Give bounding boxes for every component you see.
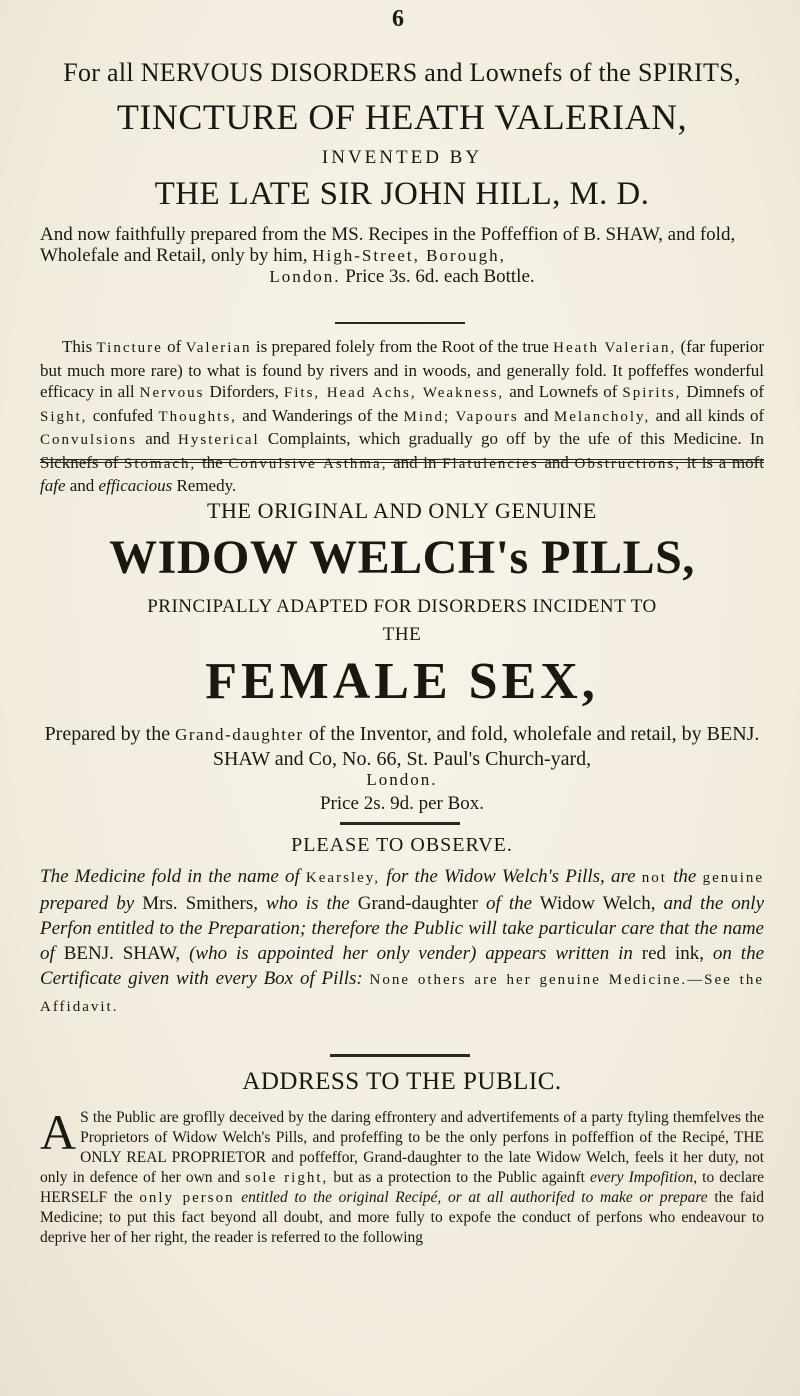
t-s24: and	[145, 429, 170, 448]
t-s35: fafe	[40, 476, 66, 495]
t-s34: it is a moft	[686, 452, 765, 472]
pills-london: London.	[366, 770, 438, 789]
t-s23: Convulsions	[40, 432, 138, 448]
t-s19: Vapours	[455, 408, 519, 425]
t-s8: Nervous	[139, 385, 205, 401]
t-s33: Obstructions,	[574, 455, 681, 472]
o-p1: The Medicine fold in the name of	[40, 866, 300, 887]
address-body	[40, 1104, 765, 1248]
page-number: 6	[392, 6, 404, 32]
divider	[340, 822, 460, 825]
t-s31: Flatulencies	[442, 455, 539, 472]
pills-intro: THE ORIGINAL AND ONLY GENUINE	[207, 498, 597, 523]
pills-price: Price 2s. 9d. per Box.	[319, 793, 485, 814]
t-s4: Valerian	[185, 340, 252, 356]
o-p14: BENJ. SHAW,	[63, 943, 181, 964]
a-a1: S the Public are groflly deceived by the daring effrontery and advertifements of a party ftyling themfelves the Proprietors of Widow Welch's Pills, and profeffing to be the only perfons in poffeffion of the Recipé, THE ONLY REAL PROPRIETOR and poffeffor, Grand-daughter to the late Widow Welch, feels it her duty, not only in defence of her own and	[40, 1109, 764, 1186]
pills-preparation-notice	[40, 722, 764, 771]
prep-london: London.	[269, 267, 341, 286]
t-s3: of	[167, 337, 182, 356]
pills-title: WIDOW WELCH's PILLS,	[109, 531, 695, 584]
tincture-headline: For all NERVOUS DISORDERS and Lownefs of the SPIRITS,	[63, 58, 741, 87]
t-s2: Tincture	[96, 340, 163, 356]
o-p9: who is the	[266, 893, 350, 914]
t-s13: Dimnefs of	[686, 382, 765, 401]
o-p4: not	[641, 870, 667, 886]
o-p17: on the Certificate given with every Box of Pills:	[40, 943, 765, 989]
prep-text-1: And now faithfully prepared from the MS. Recipes in the Poffeffion of B. SHAW, and fold, Wholefale and Retail, only by him,	[40, 224, 736, 266]
t-s1: This	[62, 337, 93, 356]
o-p5: the	[673, 866, 697, 887]
a-a8: the faid Medicine; to put this fact beyond all doubt, and more fully to expofe the conduct of perfons who endeavour to deprive her of her right, the reader is referred to the following	[40, 1189, 765, 1246]
prep-street: High-Street, Borough,	[312, 246, 506, 265]
inventor-name: THE LATE SIR JOHN HILL, M. D.	[154, 176, 650, 212]
tincture-preparation-notice	[40, 224, 764, 287]
t-s32: and	[544, 452, 569, 472]
t-s20: and	[524, 405, 549, 425]
t-s7: (far fuperior but much more rare) to what is found by rivers and in woods, and generally fold. It poffeffes wonderful efficacy in all	[40, 337, 765, 401]
t-s12: Spirits,	[622, 385, 682, 401]
o-p13: and the only Perfon entitled to the Preparation; therefore the Public will take particular care that the name of	[40, 893, 765, 964]
t-s27: Stomach,	[124, 455, 197, 472]
t-s18: Mind;	[403, 408, 451, 425]
section-divider-2	[40, 462, 764, 463]
o-p8: Mrs. Smithers,	[142, 893, 258, 914]
divider	[335, 322, 465, 324]
o-p10: Grand-daughter	[357, 893, 478, 914]
pills-prep-b: Grand-daughter	[175, 725, 304, 744]
o-p16: red ink,	[641, 943, 704, 964]
a-a2: sole right,	[245, 1170, 329, 1186]
pills-prep-a: Prepared by the	[44, 723, 171, 745]
t-s36: and	[69, 476, 95, 495]
t-s5: is prepared folely from the Root of the true	[255, 337, 549, 356]
t-s30: and in	[393, 452, 437, 472]
t-s14: Sight,	[40, 408, 88, 425]
t-s22: and all kinds of	[655, 405, 765, 425]
divider	[330, 1054, 470, 1057]
a-a6: only person	[139, 1190, 235, 1206]
o-p18: None others are her genuine Medicine.—See the Affidavit.	[40, 972, 764, 1015]
t-s28: the	[201, 452, 223, 472]
t-s37: efficacious	[98, 476, 173, 495]
tincture-description	[40, 336, 764, 497]
observe-body	[40, 864, 764, 1020]
t-s21: Melancholy,	[553, 408, 651, 425]
pills-prep-c: of the Inventor, and fold, wholefale and retail, by BENJ. SHAW and Co, No. 66, St. Paul's Church-yard,	[212, 723, 760, 770]
section-divider	[40, 459, 764, 460]
a-a3: but as a protection to the Public againft	[333, 1169, 585, 1186]
a-a4: every Impofition,	[590, 1169, 698, 1186]
t-s29: Convulsive Asthma,	[228, 455, 388, 472]
tincture-title: TINCTURE OF HEATH VALERIAN,	[116, 97, 688, 137]
o-p3: for the Widow Welch's Pills, are	[386, 866, 636, 887]
t-s9: Diforders,	[209, 382, 279, 401]
t-s10: Fits, Head Achs, Weakness,	[283, 385, 505, 401]
o-p11: of the	[486, 893, 533, 914]
o-p2: Kearsley,	[305, 870, 381, 886]
pills-adapted: PRINCIPALLY ADAPTED FOR DISORDERS INCIDENT TO	[147, 596, 657, 617]
t-s6: Heath Valerian,	[553, 340, 677, 356]
t-s11: and Lownefs of	[509, 382, 618, 401]
o-p7: prepared by	[40, 893, 135, 914]
a-a5: to declare HERSELF the	[40, 1169, 765, 1206]
t-s16: Thoughts,	[158, 408, 237, 425]
t-s26: Complaints, which gradually go off by the ufe of this Medicine. In Sicknefs of	[40, 429, 765, 472]
observe-heading: PLEASE TO OBSERVE.	[291, 834, 513, 856]
o-p6: genuine	[702, 870, 765, 886]
t-s15: confufed	[92, 405, 154, 425]
prep-london-line	[40, 266, 764, 287]
address-heading: ADDRESS TO THE PUBLIC.	[242, 1068, 562, 1095]
pills-the: THE	[382, 624, 422, 645]
prep-price: Price 3s. 6d. each Bottle.	[345, 266, 535, 287]
t-s38: Remedy.	[176, 476, 237, 495]
invented-by-line: INVENTED BY	[321, 147, 483, 168]
t-s25: Hysterical	[178, 432, 260, 448]
o-p15: (who is appointed her only vender) appears written in	[189, 943, 633, 964]
a-a7: entitled to the original Recipé, or at all authorifed to make or prepare	[241, 1189, 708, 1206]
t-s17: and Wanderings of the	[242, 405, 399, 425]
pills-female-sex: FEMALE SEX,	[205, 653, 599, 710]
o-p12: Widow Welch,	[539, 893, 656, 914]
drop-cap: A	[40, 1104, 77, 1160]
